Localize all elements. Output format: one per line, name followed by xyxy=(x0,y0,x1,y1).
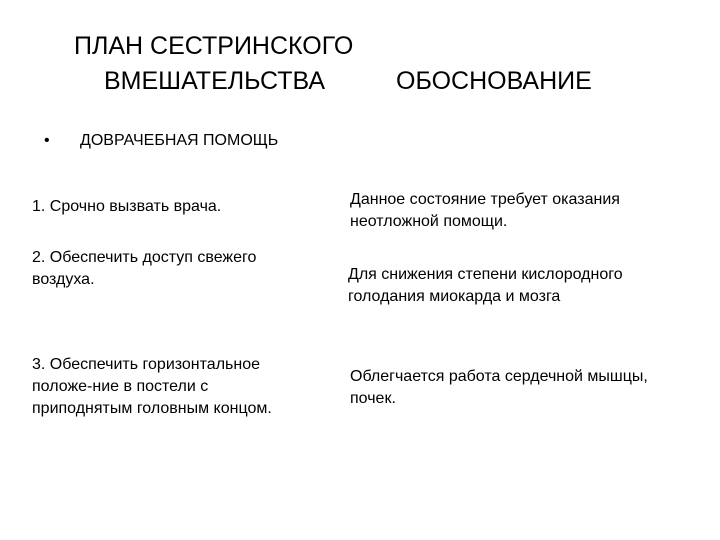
rationale-step-3: Облегчается работа сердечной мышцы, почек. xyxy=(350,368,648,407)
bullet-icon: • xyxy=(44,132,50,149)
section-label: ДОВРАЧЕБНАЯ ПОМОЩЬ xyxy=(80,132,279,149)
plan-heading-line-1: ПЛАН СЕСТРИНСКОГО xyxy=(74,32,354,60)
rationale-step-1: Данное состояние требует оказания неотложной помощи. xyxy=(350,191,620,230)
rationale-step-2: Для снижения степени кислородного голодания миокарда и мозга xyxy=(348,266,623,305)
plan-heading-line-2: ВМЕШАТЕЛЬСТВА xyxy=(104,67,326,95)
intervention-step-3: 3. Обеспечить горизонтальное положе-ние в постели с приподнятым головным концом. xyxy=(32,356,272,417)
intervention-step-1: 1. Срочно вызвать врача. xyxy=(32,198,222,215)
intervention-step-2: 2. Обеспечить доступ свежего воздуха. xyxy=(32,249,257,288)
section-heading xyxy=(44,131,278,151)
rationale-heading: ОБОСНОВАНИЕ xyxy=(396,67,592,95)
